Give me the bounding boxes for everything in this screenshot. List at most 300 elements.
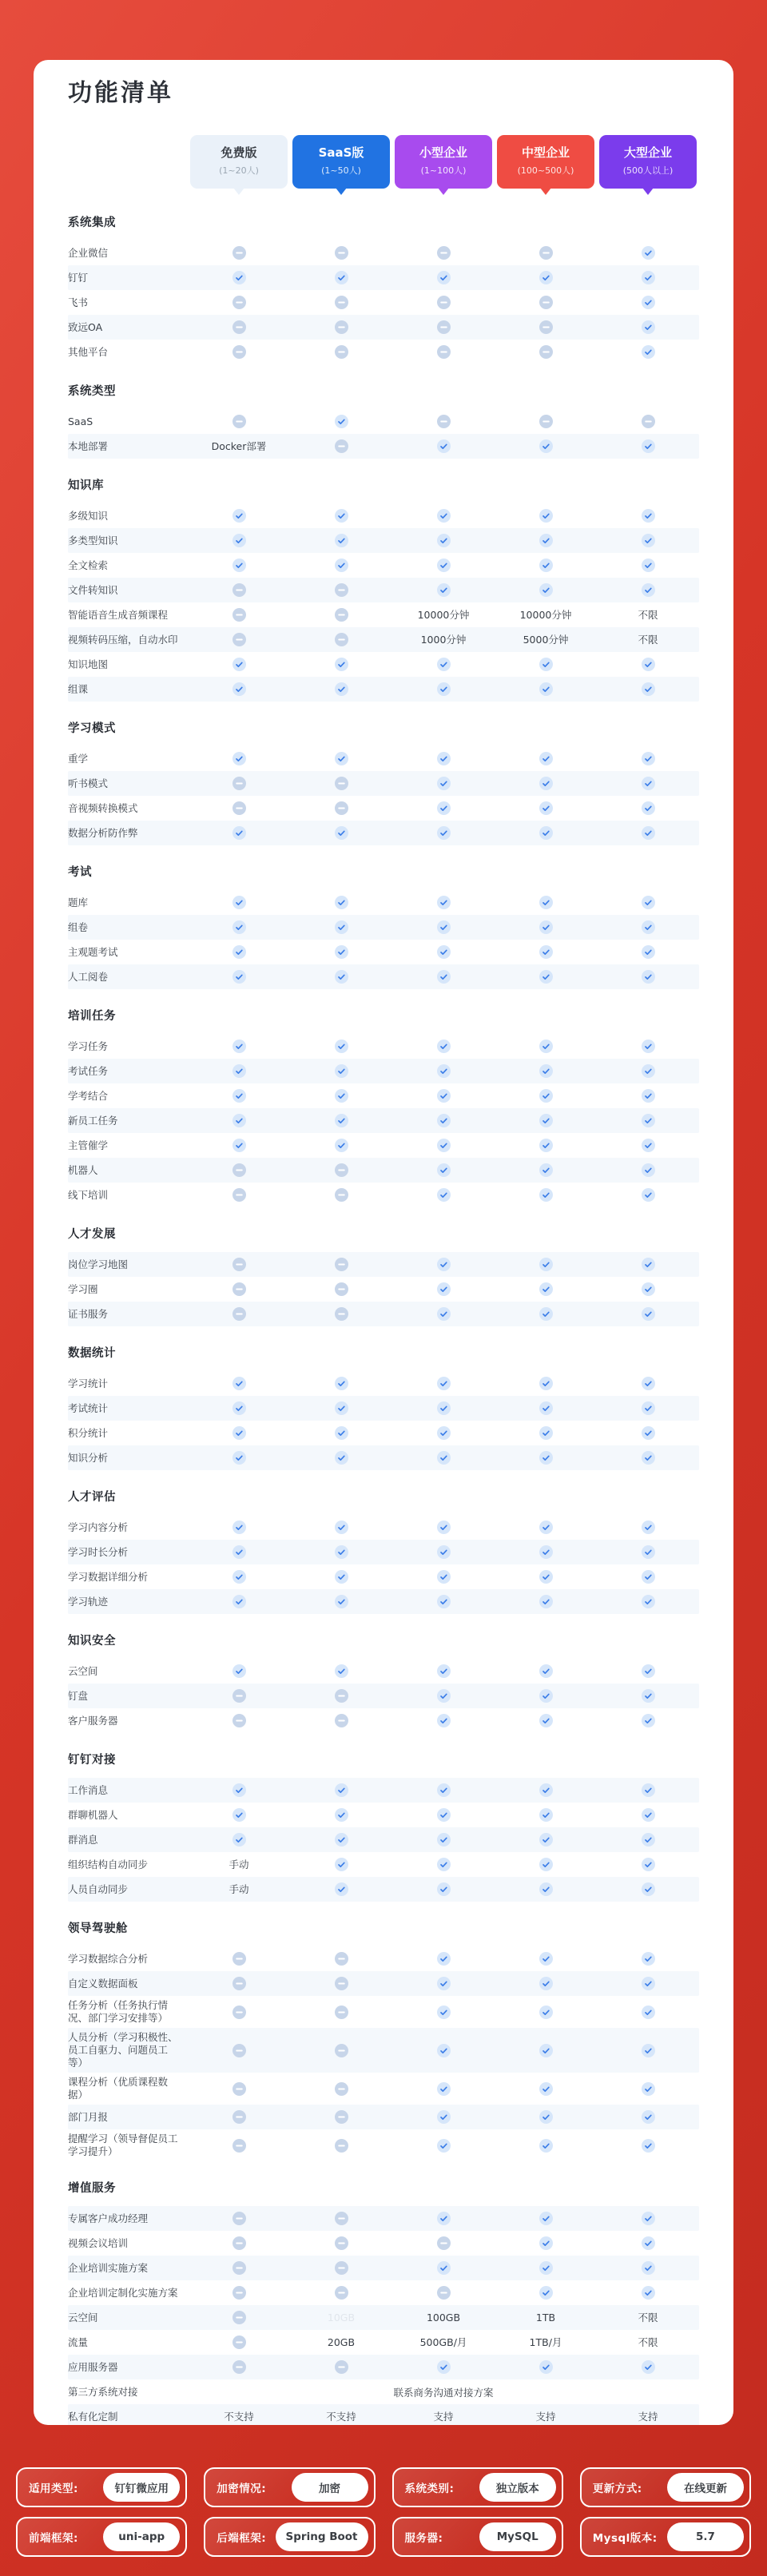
- feature-row: [68, 2028, 699, 2073]
- footer-badge-value: 加密: [292, 2473, 368, 2502]
- feature-cell: [597, 2286, 699, 2300]
- dash-icon: [335, 1714, 348, 1727]
- feature-cell: [188, 1089, 290, 1103]
- section-title: 增值服务: [68, 2182, 116, 2195]
- check-icon: [642, 1377, 655, 1390]
- check-icon: [232, 1377, 246, 1390]
- feature-label: 人员分析（学习积极性、员工自驱力、问题员工等）: [68, 2031, 178, 2069]
- feature-cell: [290, 826, 392, 840]
- plan-header-spacer: [68, 135, 188, 196]
- feature-cell: [392, 415, 495, 428]
- feature-section: [68, 721, 699, 845]
- feature-cell: [392, 1451, 495, 1465]
- check-icon: [437, 1882, 451, 1896]
- footer-badge: [580, 2517, 751, 2557]
- feature-cell: [290, 1258, 392, 1271]
- feature-label: 组卷: [68, 920, 89, 933]
- feature-label: 学习圈: [68, 1282, 98, 1295]
- feature-cell: [188, 1451, 290, 1465]
- plan-card-wrap: [188, 135, 290, 196]
- check-icon: [437, 583, 451, 597]
- feature-cell: [495, 1783, 597, 1797]
- feature-cell: [290, 509, 392, 523]
- feature-cell: [597, 1188, 699, 1202]
- feature-cell: [392, 1089, 495, 1103]
- feature-cell: [392, 1163, 495, 1177]
- feature-cell: [290, 415, 392, 428]
- dash-icon: [232, 1952, 246, 1966]
- check-icon: [642, 1163, 655, 1177]
- feature-cell: [188, 1570, 290, 1584]
- feature-cell: [597, 2110, 699, 2124]
- feature-cell: [188, 534, 290, 547]
- check-icon: [539, 439, 553, 453]
- feature-label: 学习统计: [68, 1377, 109, 1389]
- feature-label: 视频会议培训: [68, 2236, 129, 2249]
- check-icon: [437, 1451, 451, 1465]
- check-icon: [232, 1089, 246, 1103]
- feature-cell: [290, 1595, 392, 1608]
- feature-cell: [597, 1858, 699, 1871]
- feature-cell: [290, 682, 392, 696]
- feature-label: 企业微信: [68, 246, 109, 259]
- dash-icon: [232, 1163, 246, 1177]
- feature-cell: [495, 1714, 597, 1727]
- check-icon: [539, 2236, 553, 2250]
- footer-badge-value: 5.7: [667, 2522, 744, 2551]
- feature-cell: [597, 534, 699, 547]
- feature-cell: [290, 1114, 392, 1127]
- feature-cell: [495, 1882, 597, 1896]
- feature-cell: [392, 2261, 495, 2275]
- feature-cell: [290, 752, 392, 765]
- check-icon: [539, 1882, 553, 1896]
- feature-cell: [495, 2236, 597, 2250]
- feature-cell-text: 不支持: [326, 2411, 356, 2423]
- check-icon: [539, 658, 553, 671]
- dash-icon: [232, 1689, 246, 1703]
- feature-label: 飞书: [68, 296, 89, 308]
- check-icon: [539, 1783, 553, 1797]
- feature-cell: [495, 1258, 597, 1271]
- feature-section: [68, 1752, 699, 1902]
- feature-cell: [495, 1282, 597, 1296]
- feature-cell: [597, 415, 699, 428]
- check-icon: [335, 1858, 348, 1871]
- check-icon: [539, 1188, 553, 1202]
- check-icon: [642, 2261, 655, 2275]
- feature-cell: [290, 777, 392, 790]
- check-icon: [642, 1570, 655, 1584]
- feature-row: [68, 1445, 699, 1470]
- feature-label: 多级知识: [68, 509, 109, 522]
- plan-range: (500人以上): [622, 165, 674, 176]
- feature-cell: [290, 296, 392, 309]
- check-icon: [335, 896, 348, 909]
- feature-cell: [188, 2360, 290, 2374]
- feature-cell: [392, 777, 495, 790]
- dash-icon: [335, 1163, 348, 1177]
- plan-range: (100~500人): [517, 165, 574, 176]
- check-icon: [335, 1451, 348, 1465]
- feature-label: 考试任务: [68, 1064, 109, 1077]
- check-icon: [335, 1545, 348, 1559]
- dash-icon: [335, 2261, 348, 2275]
- check-icon: [539, 559, 553, 572]
- feature-cell: [188, 1282, 290, 1296]
- feature-cell: [597, 2261, 699, 2275]
- feature-section: [68, 1346, 699, 1470]
- feature-row: [68, 2355, 699, 2379]
- feature-cell: [392, 1521, 495, 1534]
- check-icon: [437, 1977, 451, 1990]
- feature-cell: [188, 1664, 290, 1678]
- check-icon: [437, 1595, 451, 1608]
- feature-cell: [290, 1521, 392, 1534]
- feature-cell-text: 支持: [535, 2411, 556, 2423]
- dash-icon: [232, 2139, 246, 2153]
- check-icon: [437, 1521, 451, 1534]
- feature-cell-text: 手动: [229, 1858, 249, 1870]
- feature-label: 企业培训定制化实施方案: [68, 2286, 178, 2299]
- feature-label: 致远OA: [68, 320, 103, 333]
- feature-cell: [392, 534, 495, 547]
- feature-label: 主观题考试: [68, 945, 118, 958]
- feature-row: [68, 627, 699, 652]
- feature-row: [68, 340, 699, 364]
- feature-cell: [495, 682, 597, 696]
- dash-icon: [539, 345, 553, 359]
- check-icon: [642, 1664, 655, 1678]
- feature-cell: [188, 2044, 290, 2057]
- check-icon: [642, 1977, 655, 1990]
- feature-cell: [392, 1570, 495, 1584]
- feature-cell: [188, 345, 290, 359]
- plan-name: 大型企业: [623, 145, 672, 160]
- check-icon: [642, 439, 655, 453]
- feature-cell-text: 不限: [638, 2312, 658, 2324]
- check-icon: [335, 1114, 348, 1127]
- feature-cell: [392, 1114, 495, 1127]
- feature-cell: [392, 1258, 495, 1271]
- section-title: 人才评估: [68, 1491, 116, 1504]
- feature-cell: [290, 1040, 392, 1053]
- check-icon: [437, 1307, 451, 1321]
- feature-row: [68, 964, 699, 989]
- dash-icon: [232, 608, 246, 622]
- feature-cell: [392, 1882, 495, 1896]
- check-icon: [642, 296, 655, 309]
- feature-cell: [597, 801, 699, 815]
- feature-row: [68, 2129, 699, 2161]
- feature-row: [68, 1827, 699, 1852]
- feature-cell: [597, 1114, 699, 1127]
- check-icon: [539, 920, 553, 934]
- check-icon: [539, 1595, 553, 1608]
- feature-cell: [495, 509, 597, 523]
- feature-cell: [188, 896, 290, 909]
- feature-row: [68, 1589, 699, 1614]
- dash-icon: [437, 2286, 451, 2300]
- dash-icon: [437, 246, 451, 260]
- feature-section: [68, 2180, 699, 2425]
- dash-icon: [335, 801, 348, 815]
- check-icon: [335, 1040, 348, 1053]
- feature-cell: [188, 1521, 290, 1534]
- check-icon: [335, 271, 348, 284]
- feature-cell: [392, 2110, 495, 2124]
- feature-row: [68, 1564, 699, 1589]
- check-icon: [437, 1570, 451, 1584]
- feature-cell: [290, 1783, 392, 1797]
- feature-row: [68, 1277, 699, 1302]
- dash-icon: [335, 2044, 348, 2057]
- feature-cell: [188, 945, 290, 959]
- check-icon: [539, 2360, 553, 2374]
- feature-row: [68, 1158, 699, 1183]
- check-icon: [437, 682, 451, 696]
- check-icon: [335, 752, 348, 765]
- section-title: 知识库: [68, 479, 104, 492]
- feature-row: [68, 940, 699, 964]
- feature-cell: [290, 1570, 392, 1584]
- feature-row: [68, 1852, 699, 1877]
- check-icon: [335, 1882, 348, 1896]
- feature-cell: [290, 1664, 392, 1678]
- feature-row: [68, 241, 699, 265]
- check-icon: [642, 658, 655, 671]
- feature-cell: [495, 826, 597, 840]
- dash-icon: [232, 246, 246, 260]
- feature-cell: [392, 1689, 495, 1703]
- feature-label: 新员工任务: [68, 1114, 118, 1127]
- dash-icon: [232, 583, 246, 597]
- feature-cell: [188, 970, 290, 984]
- check-icon: [539, 1858, 553, 1871]
- feature-cell: [495, 296, 597, 309]
- feature-row: [68, 528, 699, 553]
- feature-cell: [597, 583, 699, 597]
- check-icon: [437, 2360, 451, 2374]
- feature-cell: [188, 583, 290, 597]
- dash-icon: [335, 2212, 348, 2225]
- feature-cell: [597, 2006, 699, 2019]
- check-icon: [437, 1858, 451, 1871]
- check-icon: [642, 2044, 655, 2057]
- feature-cell: [290, 246, 392, 260]
- check-icon: [642, 1952, 655, 1966]
- feature-row: [68, 2256, 699, 2280]
- feature-cell: [495, 945, 597, 959]
- dash-icon: [642, 415, 655, 428]
- check-icon: [437, 1064, 451, 1078]
- check-icon: [437, 2110, 451, 2124]
- feature-row: [68, 2379, 699, 2404]
- feature-cell: [495, 1064, 597, 1078]
- plan-card-4: [497, 135, 594, 189]
- check-icon: [642, 1882, 655, 1896]
- feature-cell: [188, 1307, 290, 1321]
- feature-row: [68, 434, 699, 459]
- dash-icon: [232, 1307, 246, 1321]
- feature-cell: [495, 1401, 597, 1415]
- feature-cell: [188, 1595, 290, 1608]
- dash-icon: [335, 2006, 348, 2019]
- feature-label: 听书模式: [68, 777, 109, 789]
- feature-cell: [597, 1570, 699, 1584]
- feature-row: [68, 2305, 699, 2330]
- feature-cell: [392, 1307, 495, 1321]
- plan-range: (1~50人): [321, 165, 361, 176]
- check-icon: [642, 1595, 655, 1608]
- feature-cell: [290, 2044, 392, 2057]
- check-icon: [642, 801, 655, 815]
- feature-cell: [392, 246, 495, 260]
- dash-icon: [232, 296, 246, 309]
- plan-pointer: [540, 188, 551, 195]
- check-icon: [437, 801, 451, 815]
- plan-pointer: [642, 188, 654, 195]
- feature-cell: [392, 2044, 495, 2057]
- feature-span-text: 联系商务沟通对接方案: [393, 2386, 494, 2399]
- dash-icon: [232, 2110, 246, 2124]
- feature-label: 群消息: [68, 1833, 98, 1846]
- feature-cell: [495, 345, 597, 359]
- dash-icon: [232, 2360, 246, 2374]
- check-icon: [437, 1089, 451, 1103]
- feature-cell: [290, 658, 392, 671]
- check-icon: [539, 2139, 553, 2153]
- dash-icon: [232, 415, 246, 428]
- feature-label: 提醒学习（领导督促员工学习提升）: [68, 2133, 178, 2157]
- plan-name: SaaS版: [318, 145, 364, 160]
- feature-cell: [495, 1545, 597, 1559]
- check-icon: [642, 2110, 655, 2124]
- footer-badge-value: MySQL: [479, 2522, 556, 2551]
- feature-label: 群聊机器人: [68, 1808, 118, 1821]
- feature-list-card: [34, 60, 733, 2425]
- check-icon: [232, 896, 246, 909]
- feature-cell: [392, 1714, 495, 1727]
- check-icon: [232, 1114, 246, 1127]
- check-icon: [335, 1521, 348, 1534]
- feature-cell: [188, 1808, 290, 1822]
- feature-cell-text: 20GB: [327, 2336, 356, 2348]
- feature-cell: [597, 2044, 699, 2057]
- check-icon: [437, 1188, 451, 1202]
- feature-cell: [597, 1882, 699, 1896]
- feature-section: [68, 1226, 699, 1326]
- check-icon: [335, 1089, 348, 1103]
- feature-cell: [188, 509, 290, 523]
- check-icon: [642, 920, 655, 934]
- feature-cell: [290, 920, 392, 934]
- check-icon: [232, 509, 246, 523]
- feature-cell: [188, 320, 290, 334]
- feature-cell: [392, 1040, 495, 1053]
- check-icon: [642, 345, 655, 359]
- check-icon: [437, 534, 451, 547]
- plan-card-1: [190, 135, 288, 189]
- dash-icon: [539, 296, 553, 309]
- feature-label: 机器人: [68, 1163, 98, 1176]
- feature-row: [68, 2330, 699, 2355]
- check-icon: [437, 1714, 451, 1727]
- check-icon: [437, 2082, 451, 2096]
- check-icon: [642, 2139, 655, 2153]
- feature-cell: [495, 1521, 597, 1534]
- feature-cell: [597, 1089, 699, 1103]
- feature-cell: [495, 1689, 597, 1703]
- check-icon: [539, 777, 553, 790]
- feature-cell-text: 1000分钟: [420, 634, 467, 646]
- feature-cell: [392, 1282, 495, 1296]
- dash-icon: [232, 2286, 246, 2300]
- footer-badge-value: Spring Boot: [276, 2522, 368, 2551]
- check-icon: [232, 1401, 246, 1415]
- feature-cell: [290, 534, 392, 547]
- feature-label: 学习内容分析: [68, 1521, 129, 1533]
- check-icon: [437, 752, 451, 765]
- feature-cell: [597, 752, 699, 765]
- check-icon: [539, 2110, 553, 2124]
- feature-cell: [392, 945, 495, 959]
- check-icon: [642, 534, 655, 547]
- check-icon: [335, 1401, 348, 1415]
- feature-cell: [495, 1307, 597, 1321]
- feature-cell: [597, 345, 699, 359]
- check-icon: [335, 1833, 348, 1847]
- feature-cell: [188, 2110, 290, 2124]
- plan-pointer: [233, 188, 244, 195]
- feature-label: 应用服务器: [68, 2360, 118, 2373]
- feature-cell: [392, 1783, 495, 1797]
- feature-cell: [392, 509, 495, 523]
- dash-icon: [335, 583, 348, 597]
- plan-card-wrap: [597, 135, 699, 196]
- feature-label: 重学: [68, 752, 89, 765]
- check-icon: [437, 2044, 451, 2057]
- feature-cell-text: 10GB: [327, 2312, 356, 2324]
- feature-cell: [188, 1952, 290, 1966]
- feature-cell: [597, 1258, 699, 1271]
- feature-cell: [495, 246, 597, 260]
- feature-cell: [188, 1833, 290, 1847]
- check-icon: [437, 777, 451, 790]
- check-icon: [642, 1521, 655, 1534]
- section-title: 系统类型: [68, 385, 116, 398]
- feature-row: [68, 915, 699, 940]
- section-title: 知识安全: [68, 1635, 116, 1648]
- feature-row: [68, 1946, 699, 1971]
- feature-cell: [290, 945, 392, 959]
- check-icon: [232, 559, 246, 572]
- feature-row: [68, 796, 699, 821]
- footer-badge-label: 后端框架:: [217, 2532, 267, 2545]
- check-icon: [539, 1451, 553, 1465]
- feature-row: [68, 265, 699, 290]
- check-icon: [539, 1664, 553, 1678]
- check-icon: [539, 896, 553, 909]
- feature-cell: [495, 1426, 597, 1440]
- check-icon: [539, 1545, 553, 1559]
- feature-cell: [290, 1882, 392, 1896]
- feature-cell: [597, 2360, 699, 2374]
- feature-cell: [495, 1163, 597, 1177]
- feature-cell: [392, 2139, 495, 2153]
- feature-cell: [290, 801, 392, 815]
- feature-cell: [392, 2286, 495, 2300]
